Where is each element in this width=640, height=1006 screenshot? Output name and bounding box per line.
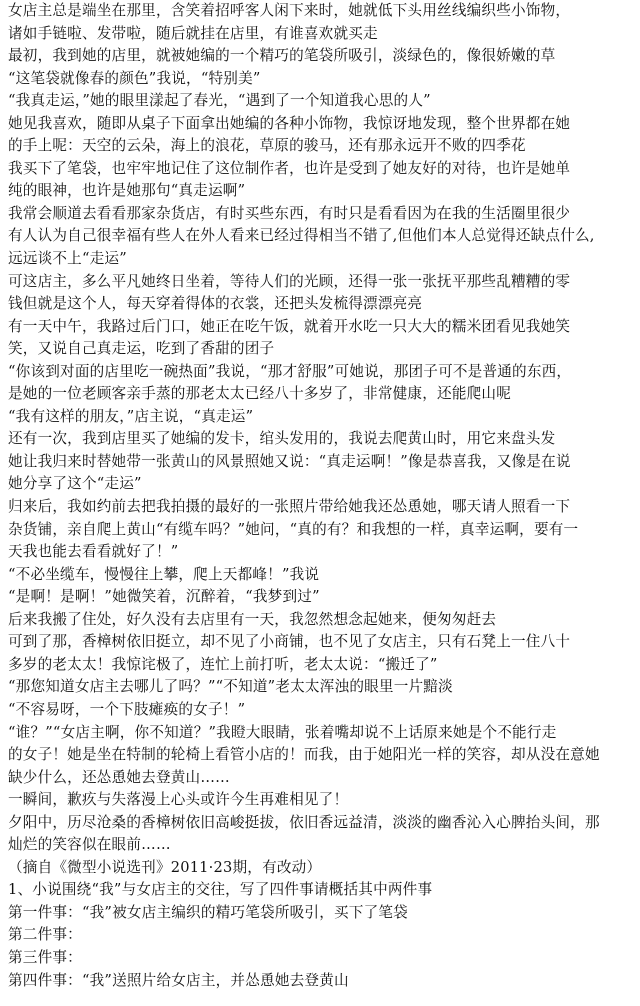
text-line: 远远谈不上“走运” bbox=[8, 250, 127, 268]
text-line: “不容易呀，一个下肢瘫痪的女子！” bbox=[8, 700, 246, 718]
text-line: 诸如手链啦、发带啦，随后就挂在店里，有谁喜欢就买走 bbox=[8, 24, 378, 42]
text-line: 我常会顺道去看看那家杂货店，有时买些东西，有时只是看看因为在我的生活圈里很少 bbox=[8, 204, 571, 222]
text-line: “我有这样的朋友，”店主说，“真走运” bbox=[8, 407, 254, 425]
text-line: 她让我归来时替她带一张黄山的风景照她又说：“真走运啊！”像是恭喜我，又像是在说 bbox=[8, 452, 571, 470]
source-citation: （摘自《微型小说选刊》2011·23期，有改动） bbox=[8, 858, 322, 876]
text-line: “这笔袋就像春的颜色”我说，“特别美” bbox=[8, 69, 261, 87]
text-line: 她分享了这个“走运” bbox=[8, 475, 142, 493]
text-line: 杂货铺，亲自爬上黄山“有缆车吗？”她问，“真的有？和我想的一样，真幸运啊，要有一 bbox=[8, 520, 579, 538]
text-line: 是她的一位老顾客亲手蒸的那老太太已经八十多岁了，非常健康，还能爬山呢 bbox=[8, 385, 511, 403]
story-text bbox=[8, 0, 634, 879]
text-line: 的女子！她是坐在特制的轮椅上看管小店的！而我，由于她阳光一样的笑容，却从没在意她 bbox=[8, 746, 600, 764]
text-line: 的手上呢：天空的云朵，海上的浪花，草原的骏马，还有那永远开不败的四季花 bbox=[8, 137, 526, 155]
document-page bbox=[8, 0, 634, 992]
text-line: 可到了那，香樟树依旧挺立，却不见了小商铺，也不见了女店主，只有石凳上一住八十 bbox=[8, 633, 571, 651]
answer-line-first-event: 第一件事：“我”被女店主编织的精巧笔袋所吸引，买下了笔袋 bbox=[8, 903, 408, 921]
text-line: 我买下了笔袋，也牢牢地记住了这位制作者，也许是受到了她友好的对待，也许是她单 bbox=[8, 159, 571, 177]
text-line: 还有一次，我到店里买了她编的发卡，绾头发用的，我说去爬黄山时，用它来盘头发 bbox=[8, 430, 556, 448]
text-line: 夕阳中，历尽沧桑的香樟树依旧高峻挺拔，依旧香远益清，淡淡的幽香沁入心脾抬头间，那 bbox=[8, 813, 600, 831]
answer-line-second-event: 第二件事： bbox=[8, 926, 82, 944]
text-line: “那您知道女店主去哪儿了吗？”“不知道”老太太浑浊的眼里一片黯淡 bbox=[8, 678, 453, 696]
question-section bbox=[8, 879, 634, 992]
answer-line-third-event: 第三件事： bbox=[8, 948, 82, 966]
text-line: “你该到对面的店里吃一碗热面”我说，“那才舒服”可她说，那团子可不是普通的东西， bbox=[8, 362, 572, 380]
text-line: 一瞬间，歉疚与失落漫上心头或许今生再难相见了！ bbox=[8, 791, 349, 809]
text-line: “不必坐缆车，慢慢往上攀，爬上天都峰！”我说 bbox=[8, 565, 320, 583]
text-line: 归来后，我如约前去把我拍摄的最好的一张照片带给她我还怂恿她，哪天请人照看一下 bbox=[8, 498, 571, 516]
text-line: 天我也能去看看就好了！” bbox=[8, 543, 179, 561]
text-line: 她见我喜欢，随即从桌子下面拿出她编的各种小饰物，我惊讶地发现，整个世界都在她 bbox=[8, 114, 571, 132]
text-line: 女店主总是端坐在那里，含笑着招呼客人闲下来时，她就低下头用丝线编织些小饰物， bbox=[8, 2, 571, 19]
text-line: 钱但就是这个人，每天穿着得体的衣裳，还把头发梳得漂漂亮亮 bbox=[8, 295, 423, 313]
text-line: 笑，又说自己真走运，吃到了香甜的团子 bbox=[8, 340, 275, 358]
text-line: 后来我搬了住处，好久没有去店里有一天，我忽然想念起她来，便匆匆赶去 bbox=[8, 610, 497, 628]
text-line: 有人认为自己很幸福有些人在外人看来已经过得相当不错了,但他们本人总觉得还缺点什么, bbox=[8, 227, 595, 245]
text-line: 有一天中午，我路过后门口，她正在吃午饭，就着开水吃一只大大的糯米团看见我她笑 bbox=[8, 317, 571, 335]
text-line: 纯的眼神，也许是她那句“真走运啊” bbox=[8, 182, 246, 200]
text-line: “我真走运，”她的眼里漾起了春光，“遇到了一个知道我心思的人” bbox=[8, 92, 431, 110]
question-prompt: 1、小说围绕“我”与女店主的交往，写了四件事请概括其中两件事 bbox=[8, 881, 433, 899]
text-line: “谁？”“女店主啊，你不知道？”我瞪大眼睛，张着嘴却说不上话原来她是个不能行走 bbox=[8, 723, 557, 741]
answer-line-fourth-event: 第四件事：“我”送照片给女店主，并怂恿她去登黄山 bbox=[8, 971, 349, 989]
text-line: 可这店主，多么平凡她终日坐着，等待人们的光顾，还得一张一张抚平那些乱糟糟的零 bbox=[8, 272, 571, 290]
text-line: 灿烂的笑容似在眼前…… bbox=[8, 836, 171, 854]
text-line: 最初，我到她的店里，就被她编的一个精巧的笔袋所吸引，淡绿色的，像很娇嫩的草 bbox=[8, 47, 556, 65]
text-line: 缺少什么，还怂恿她去登黄山…… bbox=[8, 768, 230, 786]
text-line: “是啊！是啊！”她微笑着，沉醉着，“我梦到过” bbox=[8, 588, 320, 606]
text-line: 多岁的老太太！我惊诧极了，连忙上前打听，老太太说：“搬迁了” bbox=[8, 655, 438, 673]
